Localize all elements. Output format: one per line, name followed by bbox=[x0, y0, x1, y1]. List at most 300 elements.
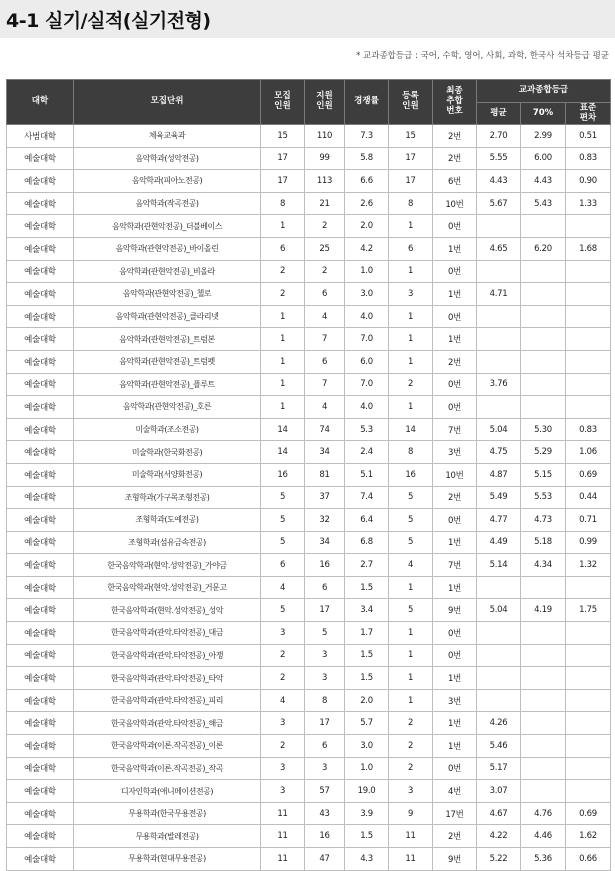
header-final-order: 최종 추합 번호 bbox=[433, 80, 477, 125]
std-cell: 0.69 bbox=[566, 802, 611, 825]
unit-cell: 음악학과(피아노전공) bbox=[74, 170, 261, 193]
p70-cell: 5.36 bbox=[521, 848, 566, 871]
p70-cell: 5.30 bbox=[521, 418, 566, 441]
avg-cell: 4.26 bbox=[477, 712, 521, 735]
applicants-cell: 7 bbox=[305, 328, 345, 351]
final-order-cell: 4번 bbox=[433, 780, 477, 803]
registered-cell: 8 bbox=[389, 192, 433, 215]
recruit-cell: 3 bbox=[261, 712, 305, 735]
table-row bbox=[7, 192, 611, 215]
univ-cell: 예술대학 bbox=[7, 328, 74, 351]
final-order-cell: 6번 bbox=[433, 170, 477, 193]
avg-cell: 4.43 bbox=[477, 170, 521, 193]
p70-cell: 6.20 bbox=[521, 237, 566, 260]
p70-cell: 4.46 bbox=[521, 825, 566, 848]
recruit-cell: 5 bbox=[261, 509, 305, 532]
applicants-cell: 6 bbox=[305, 576, 345, 599]
final-order-cell: 2번 bbox=[433, 350, 477, 373]
final-order-cell: 0번 bbox=[433, 305, 477, 328]
p70-cell bbox=[521, 305, 566, 328]
table-row bbox=[7, 644, 611, 667]
univ-cell: 예술대학 bbox=[7, 373, 74, 396]
applicants-cell: 113 bbox=[305, 170, 345, 193]
competition-cell: 7.3 bbox=[345, 125, 389, 148]
final-order-cell: 2번 bbox=[433, 147, 477, 170]
univ-cell: 예술대학 bbox=[7, 735, 74, 758]
applicants-cell: 47 bbox=[305, 848, 345, 871]
registered-cell: 1 bbox=[389, 396, 433, 419]
unit-cell: 음악학과(관현악전공)_호른 bbox=[74, 396, 261, 419]
recruit-cell: 11 bbox=[261, 802, 305, 825]
registered-cell: 2 bbox=[389, 735, 433, 758]
univ-cell: 예술대학 bbox=[7, 848, 74, 871]
applicants-cell: 3 bbox=[305, 667, 345, 690]
unit-cell: 음악학과(관현악전공)_첼로 bbox=[74, 283, 261, 306]
std-cell: 0.69 bbox=[566, 463, 611, 486]
unit-cell: 한국음악학과(현악.성악전공)_가야금 bbox=[74, 554, 261, 577]
applicants-cell: 57 bbox=[305, 780, 345, 803]
avg-cell: 4.65 bbox=[477, 237, 521, 260]
recruit-cell: 5 bbox=[261, 486, 305, 509]
avg-cell bbox=[477, 622, 521, 645]
final-order-cell: 1번 bbox=[433, 576, 477, 599]
univ-cell: 예술대학 bbox=[7, 509, 74, 532]
avg-cell: 3.76 bbox=[477, 373, 521, 396]
std-cell bbox=[566, 576, 611, 599]
competition-cell: 1.5 bbox=[345, 576, 389, 599]
competition-cell: 5.8 bbox=[345, 147, 389, 170]
table-row bbox=[7, 825, 611, 848]
avg-cell bbox=[477, 667, 521, 690]
applicants-cell: 16 bbox=[305, 825, 345, 848]
applicants-cell: 34 bbox=[305, 531, 345, 554]
unit-cell: 미술학과(조소전공) bbox=[74, 418, 261, 441]
applicants-cell: 32 bbox=[305, 509, 345, 532]
avg-cell bbox=[477, 576, 521, 599]
std-cell: 0.44 bbox=[566, 486, 611, 509]
unit-cell: 한국음악학과(관악.타악전공)_해금 bbox=[74, 712, 261, 735]
std-cell bbox=[566, 667, 611, 690]
recruit-cell: 2 bbox=[261, 735, 305, 758]
competition-cell: 1.0 bbox=[345, 757, 389, 780]
competition-cell: 2.6 bbox=[345, 192, 389, 215]
registered-cell: 1 bbox=[389, 576, 433, 599]
registered-cell: 2 bbox=[389, 757, 433, 780]
unit-cell: 조형학과(섬유금속전공) bbox=[74, 531, 261, 554]
table-row bbox=[7, 170, 611, 193]
p70-cell bbox=[521, 735, 566, 758]
std-cell bbox=[566, 328, 611, 351]
recruit-cell: 2 bbox=[261, 283, 305, 306]
avg-cell bbox=[477, 396, 521, 419]
std-cell bbox=[566, 689, 611, 712]
table-row bbox=[7, 328, 611, 351]
unit-cell: 한국음악학과(관악.타악전공)_대금 bbox=[74, 622, 261, 645]
univ-cell: 예술대학 bbox=[7, 622, 74, 645]
avg-cell bbox=[477, 305, 521, 328]
recruit-cell: 17 bbox=[261, 147, 305, 170]
header-applicants: 지원 인원 bbox=[305, 80, 345, 125]
std-cell: 1.68 bbox=[566, 237, 611, 260]
p70-cell: 4.43 bbox=[521, 170, 566, 193]
final-order-cell: 3번 bbox=[433, 689, 477, 712]
registered-cell: 5 bbox=[389, 599, 433, 622]
p70-cell bbox=[521, 712, 566, 735]
recruit-cell: 2 bbox=[261, 644, 305, 667]
table-row bbox=[7, 463, 611, 486]
p70-cell: 5.15 bbox=[521, 463, 566, 486]
avg-cell: 4.49 bbox=[477, 531, 521, 554]
univ-cell: 예술대학 bbox=[7, 237, 74, 260]
univ-cell: 예술대학 bbox=[7, 418, 74, 441]
std-cell bbox=[566, 644, 611, 667]
std-cell: 0.99 bbox=[566, 531, 611, 554]
table-row bbox=[7, 305, 611, 328]
recruit-cell: 1 bbox=[261, 396, 305, 419]
avg-cell: 4.67 bbox=[477, 802, 521, 825]
competition-cell: 2.7 bbox=[345, 554, 389, 577]
p70-cell bbox=[521, 350, 566, 373]
final-order-cell: 0번 bbox=[433, 373, 477, 396]
p70-cell bbox=[521, 689, 566, 712]
avg-cell: 5.46 bbox=[477, 735, 521, 758]
recruit-cell: 4 bbox=[261, 576, 305, 599]
table-row bbox=[7, 622, 611, 645]
table-row bbox=[7, 486, 611, 509]
table-body bbox=[7, 125, 611, 871]
p70-cell bbox=[521, 644, 566, 667]
table-row bbox=[7, 147, 611, 170]
recruit-cell: 6 bbox=[261, 237, 305, 260]
competition-cell: 19.0 bbox=[345, 780, 389, 803]
registered-cell: 4 bbox=[389, 554, 433, 577]
p70-cell bbox=[521, 396, 566, 419]
final-order-cell: 1번 bbox=[433, 735, 477, 758]
p70-cell bbox=[521, 215, 566, 238]
recruit-cell: 2 bbox=[261, 667, 305, 690]
table-row bbox=[7, 441, 611, 464]
avg-cell: 2.70 bbox=[477, 125, 521, 148]
registered-cell: 14 bbox=[389, 418, 433, 441]
competition-cell: 3.4 bbox=[345, 599, 389, 622]
registered-cell: 15 bbox=[389, 125, 433, 148]
univ-cell: 예술대학 bbox=[7, 147, 74, 170]
applicants-cell: 17 bbox=[305, 599, 345, 622]
page-title: 4-1 실기/실적(실기전형) bbox=[6, 10, 211, 32]
final-order-cell: 0번 bbox=[433, 644, 477, 667]
unit-cell: 한국음악학과(이론.작곡전공)_이론 bbox=[74, 735, 261, 758]
table-row bbox=[7, 283, 611, 306]
std-cell bbox=[566, 712, 611, 735]
p70-cell bbox=[521, 283, 566, 306]
p70-cell bbox=[521, 260, 566, 283]
registered-cell: 16 bbox=[389, 463, 433, 486]
avg-cell bbox=[477, 350, 521, 373]
univ-cell: 예술대학 bbox=[7, 215, 74, 238]
applicants-cell: 25 bbox=[305, 237, 345, 260]
table-row bbox=[7, 509, 611, 532]
std-cell: 0.51 bbox=[566, 125, 611, 148]
competition-cell: 2.0 bbox=[345, 689, 389, 712]
header-univ: 대학 bbox=[7, 80, 74, 125]
final-order-cell: 0번 bbox=[433, 509, 477, 532]
unit-cell: 무용학과(한국무용전공) bbox=[74, 802, 261, 825]
avg-cell bbox=[477, 689, 521, 712]
competition-cell: 2.0 bbox=[345, 215, 389, 238]
competition-cell: 4.2 bbox=[345, 237, 389, 260]
recruit-cell: 15 bbox=[261, 125, 305, 148]
registered-cell: 5 bbox=[389, 531, 433, 554]
unit-cell: 무용학과(발레전공) bbox=[74, 825, 261, 848]
header-p70: 70% bbox=[521, 103, 566, 125]
std-cell bbox=[566, 215, 611, 238]
competition-cell: 7.4 bbox=[345, 486, 389, 509]
std-cell bbox=[566, 780, 611, 803]
competition-cell: 4.0 bbox=[345, 305, 389, 328]
univ-cell: 예술대학 bbox=[7, 712, 74, 735]
avg-cell: 5.17 bbox=[477, 757, 521, 780]
registered-cell: 17 bbox=[389, 170, 433, 193]
registered-cell: 1 bbox=[389, 350, 433, 373]
std-cell: 1.33 bbox=[566, 192, 611, 215]
avg-cell: 5.55 bbox=[477, 147, 521, 170]
applicants-cell: 6 bbox=[305, 283, 345, 306]
p70-cell: 5.29 bbox=[521, 441, 566, 464]
table-row bbox=[7, 735, 611, 758]
applicants-cell: 2 bbox=[305, 215, 345, 238]
recruit-cell: 8 bbox=[261, 192, 305, 215]
univ-cell: 예술대학 bbox=[7, 802, 74, 825]
p70-cell: 6.00 bbox=[521, 147, 566, 170]
competition-cell: 7.0 bbox=[345, 373, 389, 396]
unit-cell: 한국음악학과(현악.성악전공)_거문고 bbox=[74, 576, 261, 599]
p70-cell: 4.19 bbox=[521, 599, 566, 622]
p70-cell bbox=[521, 667, 566, 690]
univ-cell: 예술대학 bbox=[7, 689, 74, 712]
final-order-cell: 1번 bbox=[433, 283, 477, 306]
final-order-cell: 1번 bbox=[433, 237, 477, 260]
recruit-cell: 1 bbox=[261, 373, 305, 396]
unit-cell: 한국음악학과(관악.타악전공)_아쟁 bbox=[74, 644, 261, 667]
table-row bbox=[7, 712, 611, 735]
recruit-cell: 1 bbox=[261, 328, 305, 351]
p70-cell bbox=[521, 622, 566, 645]
unit-cell: 음악학과(관현악전공)_플루트 bbox=[74, 373, 261, 396]
competition-cell: 3.0 bbox=[345, 283, 389, 306]
competition-cell: 2.4 bbox=[345, 441, 389, 464]
competition-cell: 6.0 bbox=[345, 350, 389, 373]
applicants-cell: 6 bbox=[305, 735, 345, 758]
p70-cell: 2.99 bbox=[521, 125, 566, 148]
std-cell: 1.75 bbox=[566, 599, 611, 622]
registered-cell: 8 bbox=[389, 441, 433, 464]
unit-cell: 미술학과(서양화전공) bbox=[74, 463, 261, 486]
registered-cell: 1 bbox=[389, 215, 433, 238]
univ-cell: 예술대학 bbox=[7, 576, 74, 599]
std-cell bbox=[566, 283, 611, 306]
competition-cell: 6.6 bbox=[345, 170, 389, 193]
avg-cell: 4.71 bbox=[477, 283, 521, 306]
applicants-cell: 43 bbox=[305, 802, 345, 825]
table-row bbox=[7, 576, 611, 599]
final-order-cell: 10번 bbox=[433, 192, 477, 215]
unit-cell: 음악학과(성악전공) bbox=[74, 147, 261, 170]
recruit-cell: 17 bbox=[261, 170, 305, 193]
univ-cell: 예술대학 bbox=[7, 757, 74, 780]
recruit-cell: 5 bbox=[261, 531, 305, 554]
univ-cell: 예술대학 bbox=[7, 531, 74, 554]
applicants-cell: 37 bbox=[305, 486, 345, 509]
std-cell: 0.71 bbox=[566, 509, 611, 532]
header-registered: 등록 인원 bbox=[389, 80, 433, 125]
avg-cell: 4.87 bbox=[477, 463, 521, 486]
applicants-cell: 5 bbox=[305, 622, 345, 645]
recruit-cell: 1 bbox=[261, 215, 305, 238]
std-cell bbox=[566, 350, 611, 373]
table-row bbox=[7, 125, 611, 148]
recruit-cell: 6 bbox=[261, 554, 305, 577]
grade-note: * 교과종합등급 : 국어, 수학, 영어, 사회, 과학, 한국사 석차등급 평균 bbox=[356, 51, 609, 61]
final-order-cell: 0번 bbox=[433, 215, 477, 238]
final-order-cell: 0번 bbox=[433, 622, 477, 645]
table-row bbox=[7, 667, 611, 690]
registered-cell: 1 bbox=[389, 644, 433, 667]
applicants-cell: 34 bbox=[305, 441, 345, 464]
univ-cell: 예술대학 bbox=[7, 644, 74, 667]
std-cell: 0.66 bbox=[566, 848, 611, 871]
registered-cell: 3 bbox=[389, 780, 433, 803]
final-order-cell: 2번 bbox=[433, 125, 477, 148]
table-row bbox=[7, 260, 611, 283]
applicants-cell: 99 bbox=[305, 147, 345, 170]
p70-cell: 4.76 bbox=[521, 802, 566, 825]
registered-cell: 3 bbox=[389, 283, 433, 306]
applicants-cell: 4 bbox=[305, 396, 345, 419]
univ-cell: 예술대학 bbox=[7, 463, 74, 486]
avg-cell: 4.77 bbox=[477, 509, 521, 532]
competition-cell: 3.9 bbox=[345, 802, 389, 825]
std-cell: 1.32 bbox=[566, 554, 611, 577]
avg-cell bbox=[477, 644, 521, 667]
competition-cell: 1.5 bbox=[345, 667, 389, 690]
table-row bbox=[7, 757, 611, 780]
p70-cell: 5.43 bbox=[521, 192, 566, 215]
avg-cell: 4.75 bbox=[477, 441, 521, 464]
applicants-cell: 4 bbox=[305, 305, 345, 328]
univ-cell: 예술대학 bbox=[7, 441, 74, 464]
univ-cell: 예술대학 bbox=[7, 170, 74, 193]
table-row bbox=[7, 215, 611, 238]
competition-cell: 5.1 bbox=[345, 463, 389, 486]
unit-cell: 미술학과(한국화전공) bbox=[74, 441, 261, 464]
final-order-cell: 7번 bbox=[433, 418, 477, 441]
table-row bbox=[7, 396, 611, 419]
final-order-cell: 1번 bbox=[433, 328, 477, 351]
registered-cell: 2 bbox=[389, 373, 433, 396]
avg-cell: 5.67 bbox=[477, 192, 521, 215]
p70-cell bbox=[521, 373, 566, 396]
recruit-cell: 3 bbox=[261, 757, 305, 780]
univ-cell: 예술대학 bbox=[7, 350, 74, 373]
final-order-cell: 1번 bbox=[433, 712, 477, 735]
p70-cell: 5.18 bbox=[521, 531, 566, 554]
recruit-cell: 3 bbox=[261, 622, 305, 645]
unit-cell: 무용학과(현대무용전공) bbox=[74, 848, 261, 871]
table-row bbox=[7, 350, 611, 373]
registered-cell: 1 bbox=[389, 622, 433, 645]
final-order-cell: 0번 bbox=[433, 260, 477, 283]
unit-cell: 음악학과(관현악전공)_비올라 bbox=[74, 260, 261, 283]
recruit-cell: 14 bbox=[261, 441, 305, 464]
applicants-cell: 7 bbox=[305, 373, 345, 396]
univ-cell: 예술대학 bbox=[7, 283, 74, 306]
recruit-cell: 4 bbox=[261, 689, 305, 712]
recruit-cell: 1 bbox=[261, 305, 305, 328]
table-row bbox=[7, 531, 611, 554]
std-cell bbox=[566, 757, 611, 780]
header-recruit: 모집 인원 bbox=[261, 80, 305, 125]
univ-cell: 예술대학 bbox=[7, 667, 74, 690]
table-row bbox=[7, 802, 611, 825]
unit-cell: 음악학과(관현악전공)_클라리넷 bbox=[74, 305, 261, 328]
competition-cell: 1.5 bbox=[345, 825, 389, 848]
avg-cell: 5.04 bbox=[477, 418, 521, 441]
unit-cell: 디자인학과(애니메이션전공) bbox=[74, 780, 261, 803]
registered-cell: 5 bbox=[389, 486, 433, 509]
unit-cell: 조형학과(도예전공) bbox=[74, 509, 261, 532]
applicants-cell: 8 bbox=[305, 689, 345, 712]
registered-cell: 17 bbox=[389, 147, 433, 170]
registered-cell: 1 bbox=[389, 305, 433, 328]
std-cell bbox=[566, 396, 611, 419]
table-row bbox=[7, 599, 611, 622]
unit-cell: 음악학과(관현악전공)_트럼본 bbox=[74, 328, 261, 351]
final-order-cell: 17번 bbox=[433, 802, 477, 825]
table-row bbox=[7, 780, 611, 803]
applicants-cell: 16 bbox=[305, 554, 345, 577]
univ-cell: 예술대학 bbox=[7, 486, 74, 509]
final-order-cell: 7번 bbox=[433, 554, 477, 577]
recruit-cell: 11 bbox=[261, 825, 305, 848]
p70-cell bbox=[521, 757, 566, 780]
table-row bbox=[7, 373, 611, 396]
registered-cell: 5 bbox=[389, 509, 433, 532]
std-cell bbox=[566, 305, 611, 328]
univ-cell: 예술대학 bbox=[7, 192, 74, 215]
header-grade-group: 교과종합등급 bbox=[477, 80, 611, 103]
competition-cell: 5.3 bbox=[345, 418, 389, 441]
recruit-cell: 14 bbox=[261, 418, 305, 441]
univ-cell: 예술대학 bbox=[7, 260, 74, 283]
unit-cell: 음악학과(작곡전공) bbox=[74, 192, 261, 215]
unit-cell: 체육교육과 bbox=[74, 125, 261, 148]
final-order-cell: 9번 bbox=[433, 599, 477, 622]
table-row bbox=[7, 237, 611, 260]
recruit-cell: 3 bbox=[261, 780, 305, 803]
univ-cell: 예술대학 bbox=[7, 825, 74, 848]
unit-cell: 한국음악학과(관악.타악전공)_타악 bbox=[74, 667, 261, 690]
competition-cell: 6.8 bbox=[345, 531, 389, 554]
table-row bbox=[7, 554, 611, 577]
recruit-cell: 16 bbox=[261, 463, 305, 486]
header-std: 표준 편차 bbox=[566, 103, 611, 125]
p70-cell bbox=[521, 328, 566, 351]
std-cell: 0.83 bbox=[566, 147, 611, 170]
std-cell bbox=[566, 735, 611, 758]
table-row bbox=[7, 689, 611, 712]
avg-cell: 5.14 bbox=[477, 554, 521, 577]
applicants-cell: 3 bbox=[305, 757, 345, 780]
